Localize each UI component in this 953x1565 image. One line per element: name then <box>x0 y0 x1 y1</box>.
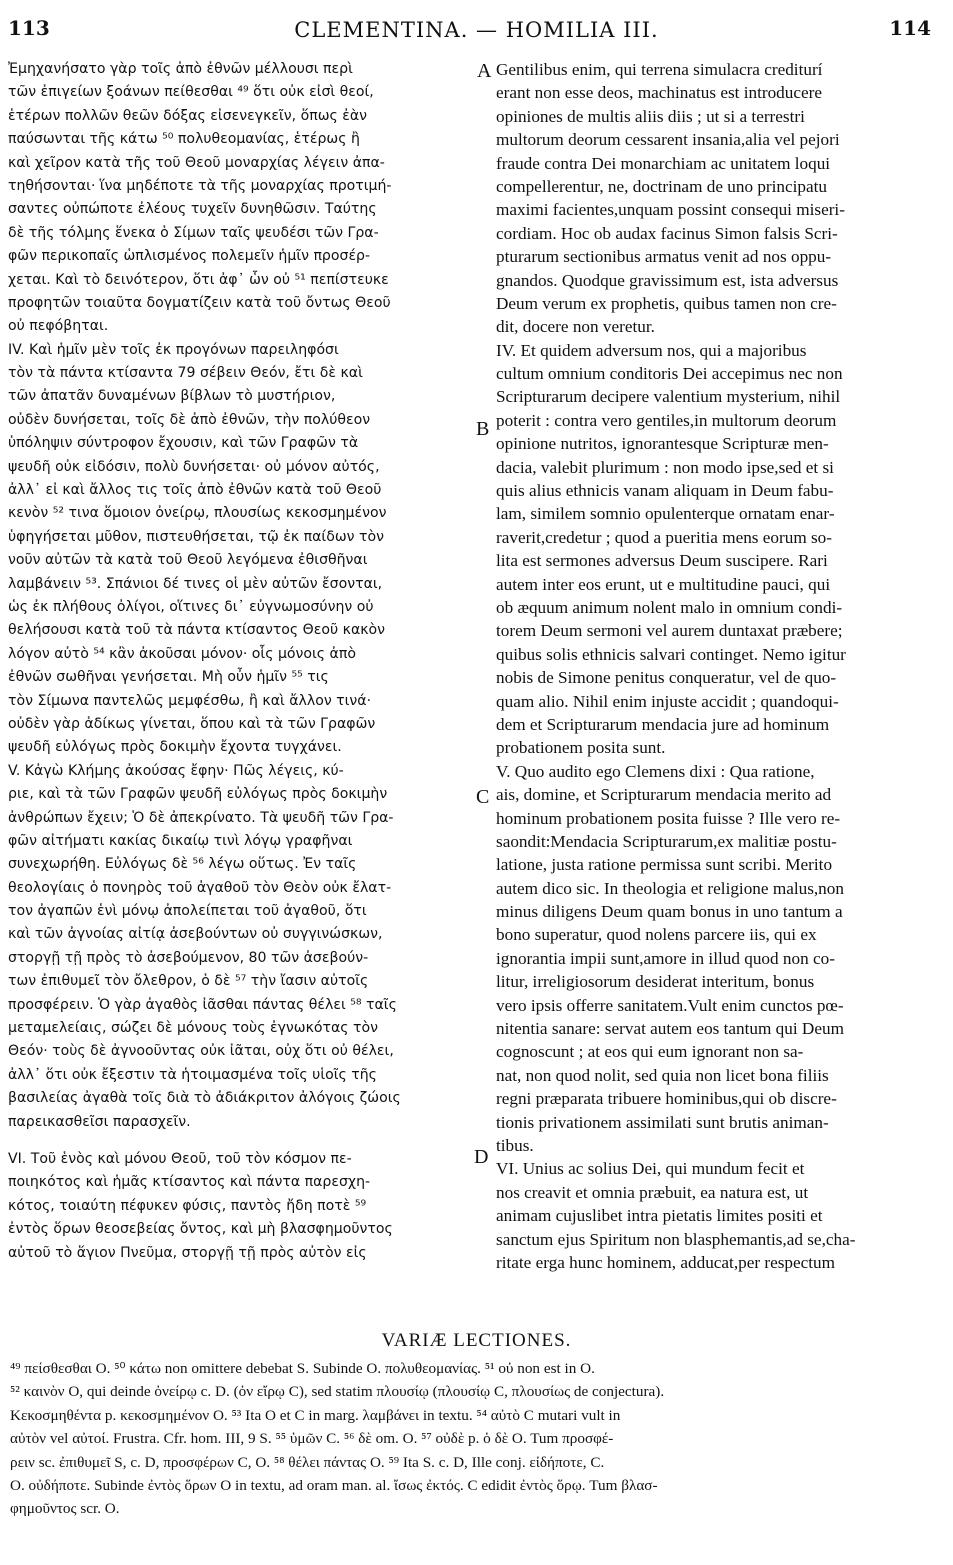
latin-text-line: IV. Et quidem adversum nos, qui a majoribus <box>496 340 807 360</box>
latin-text-line: litur, irreligiosorum desiderat interitum, bonus <box>496 972 815 992</box>
latin-text-line: sanctum ejus Spiritum non blasphemantis,ad se,cha- <box>496 1229 856 1249</box>
latin-text-line: cognoscunt ; at eos qui eum ignorant non sa- <box>496 1042 804 1062</box>
greek-column <box>8 58 474 1265</box>
variant-note-line: ⁴⁹ πείσθεσθαι O. ⁵⁰ κάτω non omittere debebat S. Subinde O. πολυθεομανίας. ⁵¹ οὐ non est in O. <box>10 1360 595 1377</box>
greek-text-line <box>8 1134 474 1148</box>
latin-text-line: multorum deorum cessarent insania,alia vel pejori <box>496 130 840 150</box>
greek-text-line: προσφέρειν. Ὁ γὰρ ἀγαθὸς ἰᾶσθαι πάντας θέλει ⁵⁸ ταῖς <box>8 996 397 1013</box>
greek-text-line: ψευδῆ οὐκ εἰδόσιν, πολὺ δυνήσεται· οὐ μόνον αὐτός, <box>8 458 380 475</box>
latin-text-line: raverit,credetur ; quod a pueritia mens eorum so- <box>496 527 832 547</box>
greek-text-line: ὑπόληψιν σύντροφον ἔχουσιν, καὶ τῶν Γραφῶν τὰ <box>8 435 359 452</box>
greek-text-line: λόγον αὐτὸ ⁵⁴ κἂν ἀκοῦσαι μόνον· οἷς μόνοις ἀπὸ <box>8 645 356 662</box>
latin-text-line: nitentia sanare: servat autem eos tantum qui Deum <box>496 1019 844 1039</box>
running-title: CLEMENTINA. — HOMILIA III. <box>294 18 659 42</box>
greek-text-line: μεταμελείαις, σώζει δὲ μόνους τοὺς ἐγνωκότας τὸν <box>8 1020 379 1037</box>
latin-text-line: nat, non quod nolit, sed quia non licet bona filiis <box>496 1065 829 1085</box>
latin-text-line: ais, domine, et Scripturarum mendacia merito ad <box>496 785 832 805</box>
latin-text-line: poterit : contra vero gentiles,in multorum deorum <box>496 410 837 430</box>
latin-text-line: compellerentur, ne, doctrinam de uno principatu <box>496 176 828 196</box>
latin-text-line: dacia, valebit plurimum : non modo ipse,sed et si <box>496 457 834 477</box>
greek-text-line: χεται. Καὶ τὸ δεινότερον, ὅτι ἀφ᾽ ὧν οὐ ⁵¹ πεπίστευκε <box>8 271 389 288</box>
latin-text-line: cordiam. Hoc ob audax facinus Simon falsis Scri- <box>496 223 838 243</box>
margin-letter-d: D <box>474 1146 489 1168</box>
greek-text-line: φῶν περικοπαῖς ὡπλισμένος πολεμεῖν ἡμῖν προσέρ- <box>8 248 371 265</box>
latin-text-line: cultum omnium conditoris Dei accepimus nec non <box>496 364 843 384</box>
greek-text-line: ποιηκότος καὶ ἡμᾶς κτίσαντος καὶ πάντα παρεσχη- <box>8 1174 371 1191</box>
variant-note-line: φημοῦντος scr. O. <box>10 1500 120 1518</box>
latin-text-line: ignorantia impii sunt,amore in illud quod non co- <box>496 948 835 968</box>
greek-text-line: οὐδὲν δυνήσεται, τοῖς δὲ ἀπὸ ἐθνῶν, τὴν πολύθεον <box>8 411 371 428</box>
variant-note-line: αὐτὸν vel αὐτοί. Frustra. Cfr. hom. III, 9 S. ⁵⁵ ὑμῶν C. ⁵⁶ δὲ om. O. ⁵⁷ οὐδὲ p. ὁ δὲ O. Tum προσφέ- <box>10 1430 614 1448</box>
greek-text-line: ἐντὸς ὅρων θεοσεβείας ὄντος, καὶ μὴ βλασφημοῦντος <box>8 1221 393 1238</box>
greek-text-line: ὑφηγήσεται μῦθον, πιστευθήσεται, τῷ ἐκ παίδων τὸν <box>8 528 384 545</box>
latin-text-line: erant non esse deos, machinatus est introducere <box>496 83 822 103</box>
greek-text-line: κότος, τοιαύτη πέφυκεν φύσις, παντὸς ἤδη ποτὲ ⁵⁹ <box>8 1197 367 1214</box>
greek-text-line: στοργῇ τῇ πρὸς τὸ ἀσεβούμενον, 80 τῶν ἀσεβούν- <box>8 949 369 966</box>
greek-text-line: καὶ τῶν ἀγνοίας αἰτίᾳ ἀσεβούντων οὐ συγγινώσκων, <box>8 926 383 943</box>
greek-text-line: κενὸν ⁵² τινα ὅμοιον ὀνείρῳ, πλουσίως κεκοσμημένον <box>8 505 387 522</box>
greek-text-line: τηθήσονται· ἵνα μηδέποτε τὰ τῆς μοναρχίας προτιμή- <box>8 177 392 194</box>
latin-text-line: autem inter eos erunt, ut e multitudine pauci, qui <box>496 574 831 594</box>
latin-text-line: bono superatur, quod nolens parcere iis, qui ex <box>496 925 817 945</box>
greek-text-line: λαμβάνειν ⁵³. Σπάνιοι δέ τινες οἱ μὲν αὐτῶν ἔσονται, <box>8 575 383 592</box>
latin-text-line: autem dico sic. In theologia et religione malus,non <box>496 878 844 898</box>
greek-text-line: τὸν Σίμωνα παντελῶς μεμφέσθω, ἢ καὶ ἄλλον τινά· <box>8 692 372 709</box>
latin-text-line: lita est sermones adversus Deum suscipere. Rari <box>496 551 828 571</box>
running-header <box>0 16 953 46</box>
latin-text-line: animam cujuslibet intra pietatis limites positi et <box>496 1206 823 1226</box>
latin-text-line: quis alius ethnicis vanam aliquam in Deum fabu- <box>496 481 834 501</box>
greek-text-line: Ἐμηχανήσατο γὰρ τοῖς ἀπὸ ἐθνῶν μέλλουσι περὶ <box>8 61 353 77</box>
latin-text-line: Gentilibus enim, qui terrena simulacra crediturí <box>496 60 823 79</box>
greek-text-line: Θεόν· τοὺς δὲ ἀγνοοῦντας οὐκ ἰᾶται, οὐχ ὅτι οὐ θέλει, <box>8 1043 394 1060</box>
margin-letter-c: C <box>476 786 490 808</box>
latin-text-line: ritate erga hunc hominem, adducat,per respectum <box>496 1252 835 1272</box>
greek-text-line: τον ἀγαπῶν ἑνὶ μόνῳ ἀπολείπεται τοῦ ἀγαθοῦ, ὅτι <box>8 903 367 920</box>
greek-text-line: δὲ τῆς τόλμης ἕνεκα ὁ Σίμων ταῖς ψευδέσι τῶν Γρα- <box>8 224 379 241</box>
latin-text-line: saondit:Mendacia Scripturarum,ex malitiæ postu- <box>496 831 837 851</box>
latin-text-line: vero ipsis offerre sanitatem.Vult enim cunctos pœ- <box>496 995 844 1015</box>
greek-text-line: καὶ χεῖρον κατὰ τῆς τοῦ Θεοῦ μοναρχίας λέγειν ἀπα- <box>8 154 385 171</box>
latin-text-line: maximi facientes,unquam possint consequi miseri- <box>496 200 845 220</box>
latin-text-line: probationem posita sunt. <box>496 738 666 758</box>
greek-text-line: οὐδὲν γὰρ ἀδίκως γίνεται, ὅπου καὶ τὰ τῶν Γραφῶν <box>8 715 376 732</box>
latin-text-line: torem Deum sermoni vel aurem duntaxat præbere; <box>496 621 843 641</box>
latin-text-line: nos creavit et omnia præbuit, ea natura est, ut <box>496 1182 809 1202</box>
latin-text-line: quam alio. Nihil enim injuste accidit ; quandoqui- <box>496 691 839 711</box>
latin-text-line: hominum probationem posita fuisse ? Ille vero re- <box>496 808 841 828</box>
margin-letter-a: A <box>477 60 492 82</box>
latin-text-line: fraude contra Dei monarchiam ac unitatem loqui <box>496 153 831 173</box>
greek-text-line: σαντες οὐπώποτε ἐλέους τυχεῖν δυνηθῶσιν. Ταύτης <box>8 201 377 218</box>
greek-text-line: τὸν τὰ πάντα κτίσαντα 79 σέβειν Θεόν, ἔτι δὲ καὶ <box>8 365 363 382</box>
greek-text-line: προφητῶν τοιαῦτα δογματίζειν κατὰ τοῦ ὄντως Θεοῦ <box>8 294 391 311</box>
greek-text-line: παύσωνται τῆς κάτω ⁵⁰ πολυθεομανίας, ἑτέρως ἢ <box>8 131 360 148</box>
margin-letter-b: B <box>476 418 490 440</box>
latin-text-line: regni præparata tribuere hominibus,qui ob discre- <box>496 1089 837 1109</box>
greek-text-line: βασιλείας ἀγαθὰ τοῖς διὰ τὸ ἀδιάκριτον ἀλόγοις ζώοις <box>8 1090 401 1107</box>
page-number-right: 114 <box>889 16 931 40</box>
greek-text-line: τῶν ἀπατᾶν δυναμένων βίβλων τὸ μυστήριον, <box>8 388 336 405</box>
greek-text-line: ἑτέρων πολλῶν θεῶν δόξας εἰσενεγκεῖν, ὅπως ἐὰν <box>8 107 368 124</box>
latin-text-line: Scripturarum decipere valentium mysterium, nihil <box>496 387 841 407</box>
latin-text-line: nobis de Simone penitus conqueratur, vel de quo- <box>496 668 837 688</box>
greek-text-line: των ἐπιθυμεῖ τὸν ὄλεθρον, ὁ δὲ ⁵⁷ τὴν ἴασιν αὐτοῖς <box>8 973 369 990</box>
greek-text-line: ἀλλ᾽ εἰ καὶ ἄλλος τις τοῖς ἀπὸ ἐθνῶν κατὰ τοῦ Θεοῦ <box>8 482 382 499</box>
latin-text-line: ob æquum animum nolent malo in omnium condi- <box>496 597 843 617</box>
variant-note-line: Κεκοσμηθέντα p. κεκοσμημένον O. ⁵³ Ita O et C in marg. λαμβάνει in textu. ⁵⁴ αὐτὸ C mutari vult in <box>10 1406 621 1424</box>
greek-text-line: παρεικασθεῖσι παρασχεῖν. <box>8 1113 191 1130</box>
greek-text-line: αὐτοῦ τὸ ἅγιον Πνεῦμα, στοργῇ τῇ πρὸς αὐτὸν εἰς <box>8 1244 367 1261</box>
latin-column <box>496 58 944 1274</box>
latin-text-line: opinione nutritos, ignorantesque Scripturæ men- <box>496 434 829 454</box>
latin-text-line: opiniones de multis aliis diis ; ut si a terrestri <box>496 106 805 126</box>
greek-text-line: V. Κἀγὼ Κλήμης ἀκούσας ἔφην· Πῶς λέγεις, κύ- <box>8 762 344 779</box>
latin-text-line: dem et Scripturarum mendacia jure ad hominum <box>496 714 830 734</box>
latin-text-line: minus diligens Deum quam bonus in uno tantum a <box>496 902 843 922</box>
variant-note-line: O. οὐδήποτε. Subinde ἐντὸς ὅρων O in textu, ad oram man. al. ἴσως ἐκτός. C edidit ἐντὸς ὅρῳ. Tum βλασ- <box>10 1476 658 1494</box>
latin-text-line: pturarum sectionibus armatus venit ad nos oppu- <box>496 247 832 267</box>
greek-text-line: θεολογίαις ὁ πονηρὸς τοῦ ἀγαθοῦ τὸν Θεὸν οὐκ ἔλατ- <box>8 879 392 896</box>
greek-text-line: IV. Καὶ ἡμῖν μὲν τοῖς ἐκ προγόνων παρειληφόσι <box>8 341 339 358</box>
variae-lectiones-title: VARIÆ LECTIONES. <box>381 1330 572 1351</box>
greek-text-line: ἀλλ᾽ ὅτι οὐκ ἔξεστιν τὰ ἡτοιμασμένα τοῖς υἱοῖς τῆς <box>8 1066 377 1083</box>
latin-text-line: tibus. <box>496 1135 534 1155</box>
variant-note-line: ⁵² καινὸν O, qui deinde ὀνείρῳ c. D. (ὀν εἴρῳ C), sed statim πλουσίῳ (πλουσίῳ C, πλουσίως de conjectura). <box>10 1383 665 1401</box>
greek-text-line: ψευδῆ εὐλόγως πρὸς δοκιμὴν ἔχοντα τυγχάνει. <box>8 739 342 756</box>
greek-text-line: VI. Τοῦ ἑνὸς καὶ μόνου Θεοῦ, τοῦ τὸν κόσμον πε- <box>8 1150 352 1167</box>
latin-text-line: dit, docere non veretur. <box>496 317 655 337</box>
latin-text-line: VI. Unius ac solius Dei, qui mundum fecit et <box>496 1159 805 1179</box>
latin-text-line: quibus solis ethnicis salvari continget. Nemo igitur <box>496 644 846 664</box>
greek-text-line: οὐ πεφόβηται. <box>8 318 109 335</box>
greek-text-line: νοῦν αὐτῶν τὰ κατὰ τοῦ Θεοῦ λεγόμενα ἐθισθῆναι <box>8 552 368 569</box>
greek-text-line: ἐθνῶν σωθῆναι γενήσεται. Μὴ οὖν ἡμῖν ⁵⁵ τις <box>8 669 329 686</box>
latin-text-line: gnandos. Quodque gravissimum est, ista adversus <box>496 270 839 290</box>
greek-text-line: ἀνθρώπων ἔχειν; Ὁ δὲ ἀπεκρίνατο. Τὰ ψευδῆ τῶν Γρα- <box>8 809 394 826</box>
variae-lectiones-notes <box>10 1358 940 1522</box>
latin-text-line: V. Quo audito ego Clemens dixi : Qua ratione, <box>496 761 815 781</box>
variant-note-line: ρειν sc. ἐπιθυμεῖ S, c. D, προσφέρων C, O. ⁵⁸ θέλει πάντας O. ⁵⁹ Ita S. c. D, Ille conj. εἰδήποτε, C. <box>10 1453 605 1471</box>
greek-text-line: φῶν αἰτήματι κακίας δικαίῳ τινὶ λόγῳ γραφῆναι <box>8 832 353 849</box>
greek-text-line: συνεχωρήθη. Εὐλόγως δὲ ⁵⁶ λέγω οὕτως. Ἐν ταῖς <box>8 856 357 873</box>
latin-text-line: Deum verum ex prophetis, quibus tamen non cre- <box>496 293 837 313</box>
latin-text-line: lam, similem somnio opulenterque ornatam enar- <box>496 504 835 524</box>
greek-text-line: ὡς ἐκ πλήθους ὀλίγοι, οἵτινες δι᾽ εὐγνωμοσύνην οὐ <box>8 598 374 615</box>
latin-text-line: tionis privationem assimilati sunt brutis animan- <box>496 1112 829 1132</box>
page-number-left: 113 <box>8 16 50 40</box>
latin-text-line: latione, justa ratione permissa sunt scribi. Merito <box>496 855 833 875</box>
greek-text-line: ριε, καὶ τὰ τῶν Γραφῶν ψευδῆ εὐλόγως πρὸς δοκιμὴν <box>8 786 388 803</box>
greek-text-line: τῶν ἐπιγείων ξοάνων πείθεσθαι ⁴⁹ ὅτι οὐκ εἰσὶ θεοί, <box>8 84 374 101</box>
greek-text-line: θελήσουσι κατὰ τοῦ τὰ πάντα κτίσαντος Θεοῦ κακὸν <box>8 622 386 639</box>
